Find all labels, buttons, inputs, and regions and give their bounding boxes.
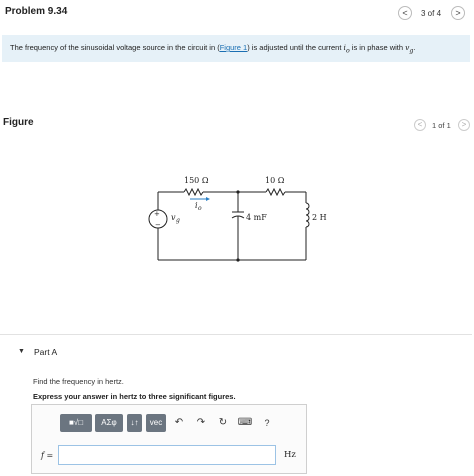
problem-title: Problem 9.34 [5, 6, 68, 17]
next-figure-button[interactable]: > [458, 119, 470, 131]
source-plus: + [154, 210, 160, 218]
reset-icon[interactable]: ↻ [218, 417, 228, 428]
templates-button[interactable]: ■√□ [60, 414, 92, 432]
next-problem-button[interactable]: > [451, 6, 465, 20]
resistor-10-icon [266, 189, 285, 195]
source-label: v [171, 213, 176, 222]
statement-part2: ) is adjusted until the current [247, 43, 344, 52]
top-bar [0, 0, 474, 26]
redo-icon[interactable]: ↷ [196, 417, 206, 428]
answer-unit: Hz [284, 450, 296, 460]
question-text: Find the frequency in hertz. [33, 377, 124, 386]
part-label: Part A [34, 347, 58, 357]
statement-end: . [413, 43, 416, 52]
figure-title: Figure [3, 117, 34, 128]
voltage-sub: g [409, 47, 414, 55]
undo-icon[interactable]: ↶ [174, 417, 184, 428]
instruction-text: Express your answer in hertz to three significant figures. [33, 392, 236, 401]
figure-link[interactable]: Figure 1 [219, 43, 248, 52]
problem-counter: 3 of 4 [421, 9, 442, 18]
source-minus: − [155, 221, 161, 229]
top-node [236, 190, 239, 193]
capacitor-label: 4 mF [246, 213, 267, 222]
voltage-var: v [405, 43, 410, 52]
subscript-superscript-button[interactable]: ↓↑ [127, 414, 142, 432]
prev-figure-button[interactable]: < [414, 119, 426, 131]
current-sub: o [345, 47, 350, 55]
r1-label: 150 Ω [184, 176, 209, 185]
current-var: i [343, 43, 346, 52]
bottom-node [236, 258, 239, 261]
statement-part1: The frequency of the sinusoidal voltage source in the circuit in ( [10, 43, 220, 52]
statement-part3: is in phase with [349, 43, 406, 52]
prev-problem-button[interactable]: < [398, 6, 412, 20]
vector-button[interactable]: vec [146, 414, 166, 432]
r2-label: 10 Ω [265, 176, 285, 185]
current-label: i [195, 201, 198, 210]
resistor-150-icon [184, 189, 203, 195]
answer-panel [31, 404, 307, 474]
answer-input[interactable] [58, 445, 276, 465]
keyboard-icon[interactable]: ⌨ [237, 417, 253, 428]
problem-statement [2, 35, 470, 62]
answer-label: f = [41, 451, 54, 460]
collapse-triangle-icon[interactable]: ▼ [18, 348, 25, 355]
figure-counter: 1 of 1 [432, 121, 451, 130]
inductor-icon [306, 203, 309, 227]
statement-text [10, 43, 416, 55]
circuit-diagram [140, 165, 340, 275]
inductor-label: 2 H [312, 213, 327, 222]
part-a-header[interactable] [0, 334, 472, 366]
greek-symbols-button[interactable]: ΑΣφ [95, 414, 123, 432]
source-label-sub: g [176, 217, 180, 224]
current-label-sub: o [198, 205, 202, 212]
help-icon[interactable]: ? [264, 418, 270, 428]
